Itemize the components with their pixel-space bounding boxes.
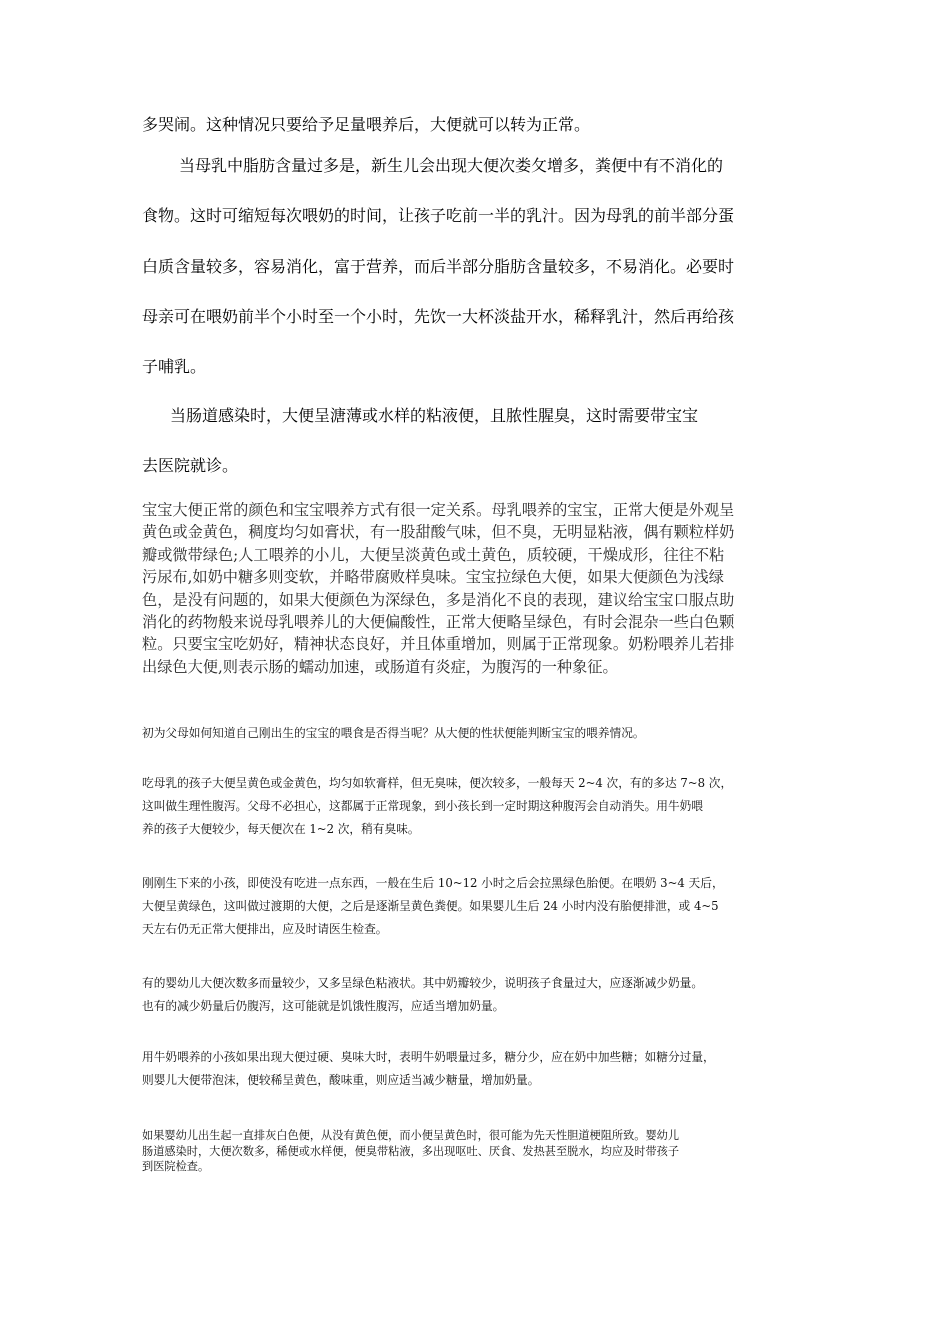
- text-line: 这叫做生理性腹泻。父母不必担心，这都属于正常现象，到小孩长到一定时期这种腹泻会自动消失。用牛奶喂: [142, 799, 704, 813]
- paragraph-10: [142, 1128, 679, 1175]
- text-line: 当肠道感染时，大便呈溏薄或水样的粘液便，且脓性腥臭，这时需要带宝宝: [170, 406, 699, 425]
- text-line: 白质含量较多，容易消化，富于营养，而后半部分脂肪含量较多，不易消化。必要时: [142, 257, 735, 276]
- text-line: 大便呈黄绿色，这叫做过渡期的大便，之后是逐渐呈黄色粪便。如果婴儿生后 24 小时内没有胎便排泄，或 4~5: [142, 899, 719, 913]
- text-line: 去医院就诊。: [142, 456, 239, 475]
- paragraph-6: [142, 772, 732, 841]
- paragraph-9: [142, 1046, 715, 1092]
- paragraph-7: [142, 872, 724, 941]
- text-line: 则婴儿大便带泡沫，便较稀呈黄色，酸味重，则应适当减少糖量，增加奶量。: [142, 1073, 540, 1087]
- text-line: 用牛奶喂养的小孩如果出现大便过硬、臭味大时，表明牛奶喂量过多，糖分少，应在奶中加些糖；如糖分过量，: [142, 1050, 715, 1064]
- paragraph-4: [142, 499, 822, 678]
- text-line: 食物。这时可缩短每次喂奶的时间，让孩子吃前一半的乳汁。因为母乳的前半部分蛋: [142, 206, 735, 225]
- text-line: 出绿色大便,则表示肠的蠕动加速，或肠道有炎症，为腹泻的一种象征。: [142, 657, 618, 676]
- text-line: 瓣或微带绿色;人工喂养的小儿，大便呈淡黄色或土黄色，质较硬，干燥成形，往往不粘: [142, 545, 725, 564]
- text-line: 到医院检查。: [142, 1160, 210, 1173]
- text-line: 养的孩子大便较少，每天便次在 1~2 次，稍有臭味。: [142, 822, 420, 836]
- text-line: 宝宝大便正常的颜色和宝宝喂养方式有很一定关系。母乳喂养的宝宝，正常大便是外观呈: [142, 501, 735, 519]
- paragraph-5: [142, 722, 645, 745]
- text-line: 天左右仍无正常大便排出，应及时请医生检查。: [142, 922, 388, 936]
- text-line: 色，是没有问题的，如果大便颜色为深绿色，多是消化不良的表现，建议给宝宝口服点助: [142, 590, 735, 609]
- text-line: 母亲可在喂奶前半个小时至一个小时，先饮一大杯淡盐开水，稀释乳汁，然后再给孩: [142, 307, 735, 326]
- text-line: 粒。只要宝宝吃奶好，精神状态良好，并且体重增加，则属于正常现象。奶粉喂养儿若排: [142, 635, 735, 654]
- paragraph-8: [142, 972, 703, 1018]
- text-line: 有的婴幼儿大便次数多而量较少，又多呈绿色粘液状。其中奶瓣较少，说明孩子食量过大，应逐渐减少奶量。: [142, 976, 704, 990]
- text-line: 初为父母如何知道自己刚出生的宝宝的喂食是否得当呢？从大便的性状便能判断宝宝的喂养情况。: [142, 726, 645, 740]
- text-line: 也有的减少奶量后仍腹泻，这可能就是饥饿性腹泻，应适当增加奶量。: [142, 999, 505, 1013]
- text-line: 黄色或金黄色，稠度均匀如膏状，有一股甜酸气味，但不臭，无明显粘液，偶有颗粒样奶: [142, 523, 735, 542]
- text-line: 吃母乳的孩子大便呈黄色或金黄色，均匀如软膏样，但无臭味，便次较多，一般每天 2~4 次，有的多达 7~8 次，: [142, 776, 733, 790]
- text-line: 肠道感染时，大便次数多，稀便或水样便，便臭带粘液，多出现呕吐、厌食、发热甚至脱水，均应及时带孩子: [142, 1144, 680, 1158]
- text-line: 多哭闹。这种情况只要给予足量喂养后，大便就可以转为正常。: [142, 115, 591, 134]
- text-line: 当母乳中脂肪含量过多是，新生儿会出现大便次娄攵增多，粪便中有不消化的: [179, 156, 724, 175]
- text-line: 消化的药物般来说母乳喂养儿的大便偏酸性，正常大便略呈绿色，有时会混杂一些白色颗: [142, 613, 735, 632]
- paragraph-1: [142, 114, 590, 136]
- text-line: 刚刚生下来的小孩，即使没有吃进一点东西，一般在生后 10~12 小时之后会拉黑绿色胎便。在喂奶 3~4 天后，: [142, 876, 724, 890]
- text-line: 如果婴幼儿出生起一直排灰白色便，从没有黄色便，而小便呈黄色时，很可能为先天性胆道梗阻所致。婴幼儿: [142, 1129, 680, 1142]
- text-line: 污尿布,如奶中糖多则变软，并略带腐败样臭味。宝宝拉绿色大便，如果大便颜色为浅绿: [142, 568, 724, 587]
- text-line: 子哺乳。: [142, 357, 207, 376]
